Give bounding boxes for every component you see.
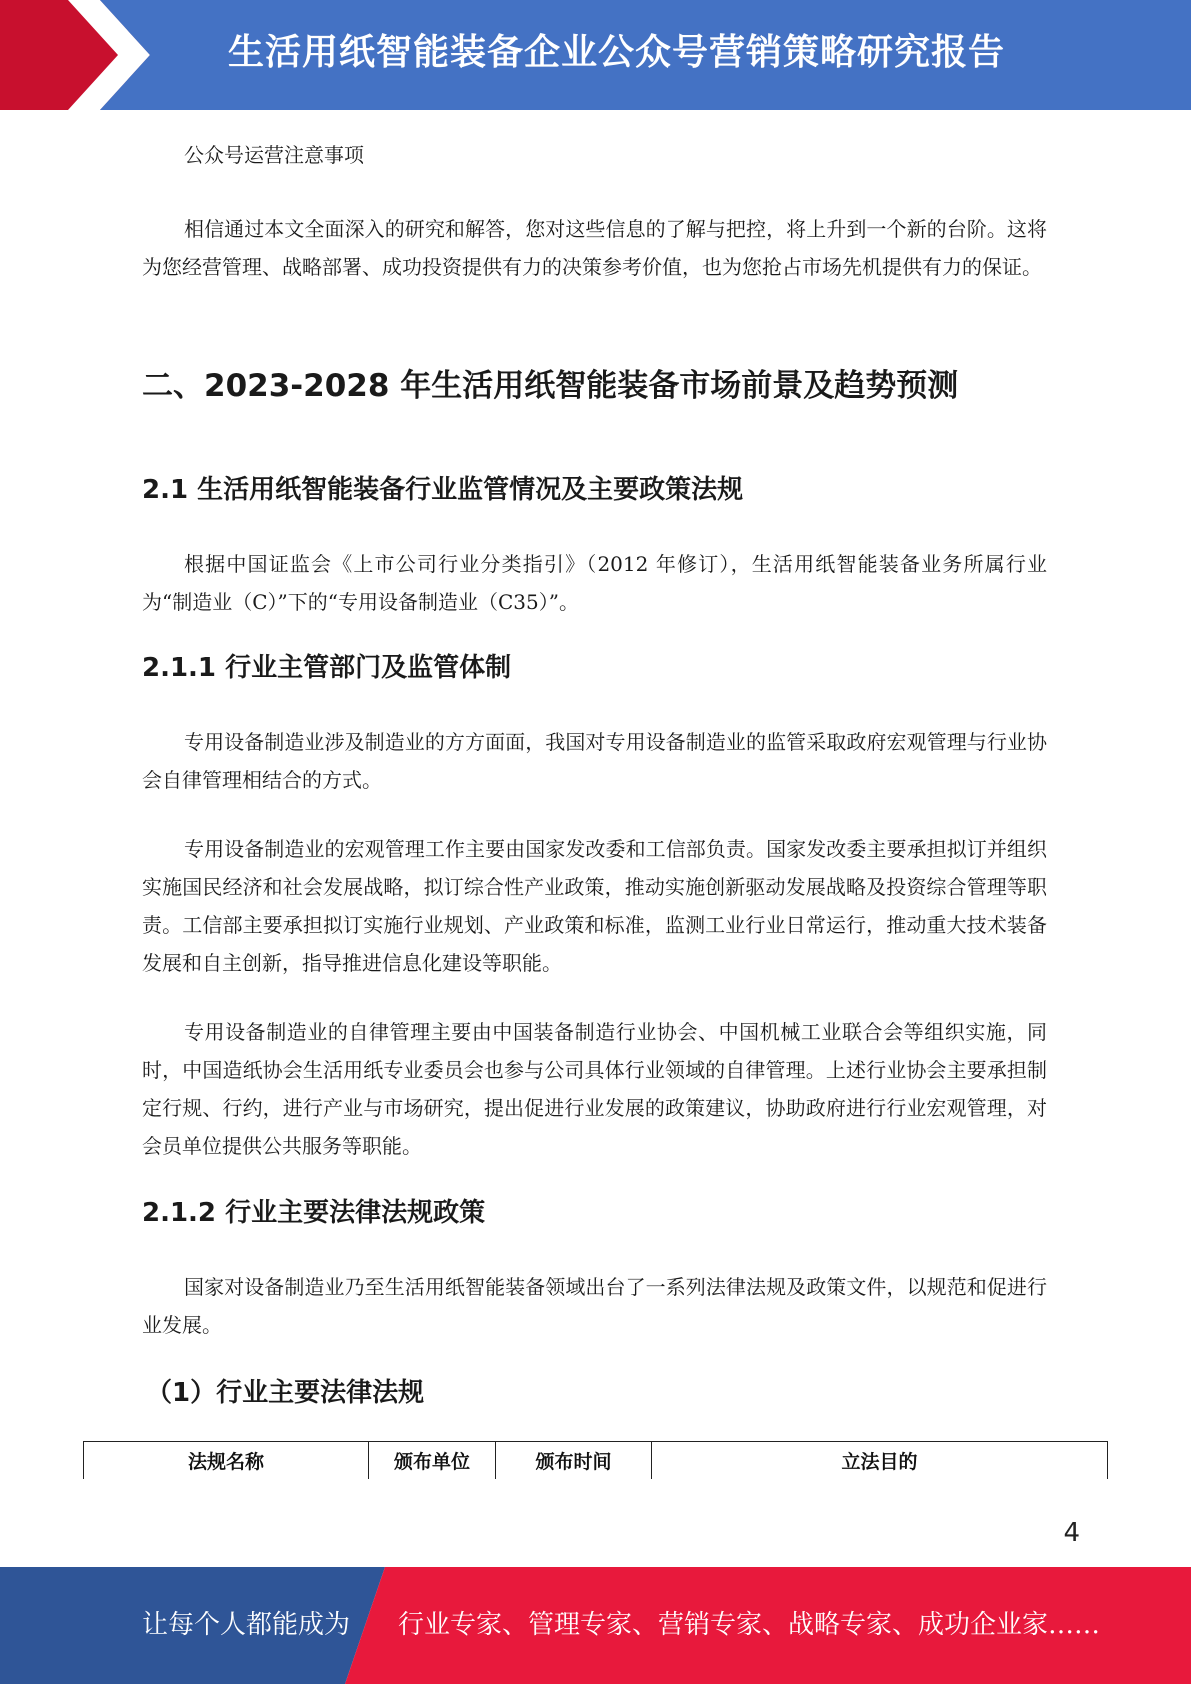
footer-slogan-left: 让每个人都能成为	[142, 1610, 351, 1640]
intro-paragraph: 相信通过本文全面深入的研究和解答，您对这些信息的了解与把控，将上升到一个新的台阶。这将为您经营管理、战略部署、成功投资提供有力的决策参考价值，也为您抢占市场先机提供有力的保证。	[142, 217, 1047, 279]
table-header-cell: 颁布单位	[369, 1442, 496, 1479]
footer-banner	[0, 1567, 1191, 1684]
table-header-cell: 立法目的	[841, 1451, 918, 1473]
subsection-paragraph: 根据中国证监会《上市公司行业分类指引》（2012 年修订），生活用纸智能装备业务所属行业为“制造业（C）”下的“专用设备制造业（C35）”。	[142, 552, 1047, 614]
laws-list-title: （1）行业主要法律法规	[146, 1378, 425, 1408]
subsection-2-1-1-paragraph-3: 专用设备制造业的自律管理主要由中国装备制造行业协会、中国机械工业联合会等组织实施，同时，中国造纸协会生活用纸专业委员会也参与公司具体行业领域的自律管理。上述行业协会主要承担制定行规、行约，进行产业与市场研究，提出促进行业发展的政策建议，协助政府进行行业宏观管理，对会员单位提供公共服务等职能。	[142, 1020, 1047, 1158]
subsection-2-1-1-paragraph-1: 专用设备制造业涉及制造业的方方面面，我国对专用设备制造业的监管采取政府宏观管理与行业协会自律管理相结合的方式。	[142, 730, 1047, 792]
subsection-2-1-1-title: 2.1.1 行业主管部门及监管体制	[142, 653, 512, 683]
subsection-2-1-1-paragraph-2: 专用设备制造业的宏观管理工作主要由国家发改委和工信部负责。国家发改委主要承担拟订并组织实施国民经济和社会发展战略，拟订综合性产业政策，推动实施创新驱动发展战略及投资综合管理等职责。工信部主要承担拟订实施行业规划、产业政策和标准，监测工业行业日常运行，推动重大技术装备发展和自主创新，指导推进信息化建设等职能。	[142, 837, 1047, 975]
subsection-2-1-2-paragraph: 国家对设备制造业乃至生活用纸智能装备领域出台了一系列法律法规及政策文件，以规范和促进行业发展。	[142, 1275, 1047, 1337]
laws-table-header	[83, 1441, 1108, 1479]
subsection-title: 2.1 生活用纸智能装备行业监管情况及主要政策法规	[142, 475, 744, 505]
subsection-2-1-2-title: 2.1.2 行业主要法律法规政策	[142, 1198, 486, 1228]
intro-line: 公众号运营注意事项	[184, 143, 364, 167]
header-banner	[0, 0, 1191, 110]
table-header-cell: 法规名称	[84, 1442, 369, 1479]
page-number: 4	[1063, 1518, 1080, 1548]
report-title: 生活用纸智能装备企业公众号营销策略研究报告	[228, 32, 1006, 73]
table-header-cell: 颁布时间	[496, 1442, 652, 1479]
section-title: 二、2023-2028 年生活用纸智能装备市场前景及趋势预测	[142, 368, 959, 404]
footer-slogan-right: 行业专家、管理专家、营销专家、战略专家、成功企业家……	[398, 1610, 1101, 1640]
